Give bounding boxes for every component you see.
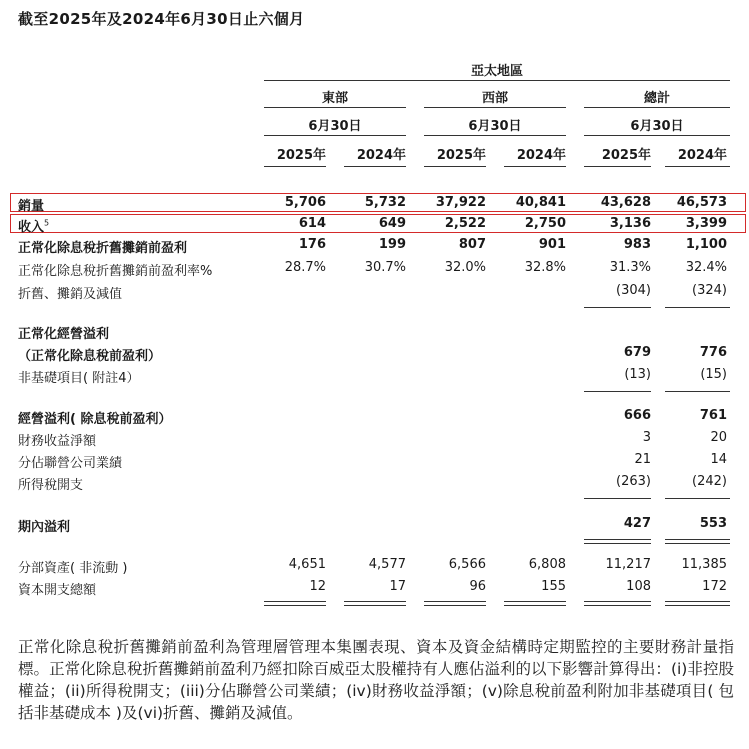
row-label: （正常化除息稅前盈利） [18,349,162,364]
year-underline-5 [584,166,651,167]
cell: 761 [699,408,727,423]
cell: 807 [458,237,486,252]
cell: 96 [469,579,486,594]
segment-underline-total [584,107,730,108]
row-label: 正常化除息稅折舊攤銷前盈利率% [18,264,213,279]
cell: 4,651 [288,557,326,572]
cell: 37,922 [435,195,486,210]
cell: 32.8% [524,260,566,275]
cell: 30.7% [364,260,406,275]
cell: 4,577 [368,557,406,572]
year-header: 2024年 [356,148,406,163]
segment-underline-east [264,107,406,108]
table-row [0,283,749,304]
row-label: 非基礎項目( 附註4） [18,371,140,386]
cell: 12 [309,579,326,594]
row-label: 財務收益淨額 [18,434,97,449]
cell: 3,136 [609,216,651,231]
cell: 2,522 [444,216,486,231]
row-label: 期內溢利 [18,520,71,535]
table-row [0,323,749,344]
cell: 3,399 [685,216,727,231]
date-underline-east [264,135,406,136]
footnote-marker: 5 [44,218,50,228]
final-double-rule [424,601,486,606]
cell: 28.7% [284,260,326,275]
row-label-text: 收入 [18,220,45,235]
subtotal-rule [584,307,651,308]
row-label: 資本開支總額 [18,583,97,598]
row-label: 正常化經營溢利 [18,327,110,342]
row-label: 分佔聯營公司業績 [18,456,123,471]
final-double-rule [584,601,651,606]
table-row [0,345,749,366]
cell: 649 [378,216,406,231]
year-underline-4 [504,166,566,167]
cell: 427 [623,516,651,531]
final-double-rule [344,601,406,606]
cell: 5,732 [364,195,406,210]
row-label: 正常化除息稅折舊攤銷前盈利 [18,241,188,256]
row-label: 經營溢利( 除息稅前盈利） [18,412,172,427]
cell: 776 [699,345,727,360]
cell: 5,706 [284,195,326,210]
table-row [0,367,749,388]
segment-header-west: 西部 [481,91,508,106]
cell: 614 [298,216,326,231]
cell: 11,385 [681,557,727,572]
cell: 31.3% [609,260,651,275]
table-row [0,579,749,600]
cell: 901 [538,237,566,252]
table-row [0,237,749,258]
row-label: 所得稅開支 [18,478,84,493]
table-row [0,216,749,237]
row-label: 折舊、攤銷及減值 [18,287,123,302]
row-label: 分部資產( 非流動 ) [18,561,128,576]
table-row [0,516,749,537]
date-header-total: 6月30日 [630,119,684,134]
cell: 6,566 [448,557,486,572]
cell: (324) [692,283,727,298]
cell: 21 [634,452,651,467]
year-header: 2024年 [677,148,727,163]
cell: (242) [692,474,727,489]
year-underline-3 [424,166,486,167]
subtotal-rule [665,307,730,308]
cell: 2,750 [524,216,566,231]
cell: 666 [623,408,651,423]
footnote-paragraph: 正常化除息稅折舊攤銷前盈利為管理層管理本集團表現、資本及資金結構時定期監控的主要財務計量指標。正常化除息稅折舊攤銷前盈利乃經扣除百威亞太股權持有人應佔溢利的以下影響計算得出：(i)非控股權益；(ii)所得稅開支；(iii)分佔聯營公司業績；(iv)財務收益淨額；(v)除息稅前盈利附加非基礎項目( 包括非基礎成本 )及(vi)折舊、攤銷及減值。 [18,638,734,722]
date-header-east: 6月30日 [308,119,362,134]
subtotal-rule [584,498,651,499]
page-title: 截至2025年及2024年6月30日止六個月 [18,10,305,28]
year-underline-6 [665,166,730,167]
region-header: 亞太地區 [470,64,523,79]
subtotal-rule [665,498,730,499]
cell: 32.0% [444,260,486,275]
cell: 14 [710,452,727,467]
row-label: 銷量 [18,199,45,214]
year-underline-2 [344,166,406,167]
year-underline-1 [264,166,326,167]
cell: 1,100 [685,237,727,252]
segment-header-east: 東部 [321,91,348,106]
cell: 32.4% [685,260,727,275]
cell: (13) [624,367,651,382]
cell: 172 [702,579,727,594]
cell: 40,841 [515,195,566,210]
cell: 983 [623,237,651,252]
table-row [0,452,749,473]
year-header: 2025年 [436,148,486,163]
cell: 6,808 [528,557,566,572]
cell: 11,217 [605,557,651,572]
table-row [0,474,749,495]
total-double-rule [665,539,730,544]
year-header: 2025年 [601,148,651,163]
cell: 46,573 [676,195,727,210]
cell: 155 [541,579,566,594]
cell: 20 [710,430,727,445]
cell: 553 [699,516,727,531]
table-row [0,430,749,451]
date-underline-west [424,135,566,136]
cell: 3 [642,430,651,445]
date-header-west: 6月30日 [468,119,522,134]
year-header: 2025年 [276,148,326,163]
cell: 679 [623,345,651,360]
cell: 17 [389,579,406,594]
subtotal-rule [584,391,651,392]
table-row [0,408,749,429]
cell: (304) [616,283,651,298]
cell: 199 [378,237,406,252]
total-double-rule [584,539,651,544]
final-double-rule [504,601,566,606]
cell: 176 [298,237,326,252]
segment-underline-west [424,107,566,108]
row-label [18,216,49,235]
date-underline-total [584,135,730,136]
table-row [0,260,749,281]
year-header: 2024年 [516,148,566,163]
segment-header-total: 總計 [643,91,670,106]
cell: 43,628 [600,195,651,210]
final-double-rule [264,601,326,606]
cell: 108 [626,579,651,594]
table-row [0,557,749,578]
final-double-rule [665,601,730,606]
subtotal-rule [665,391,730,392]
table-row [0,195,749,216]
cell: (263) [616,474,651,489]
region-underline [264,80,730,81]
cell: (15) [700,367,727,382]
